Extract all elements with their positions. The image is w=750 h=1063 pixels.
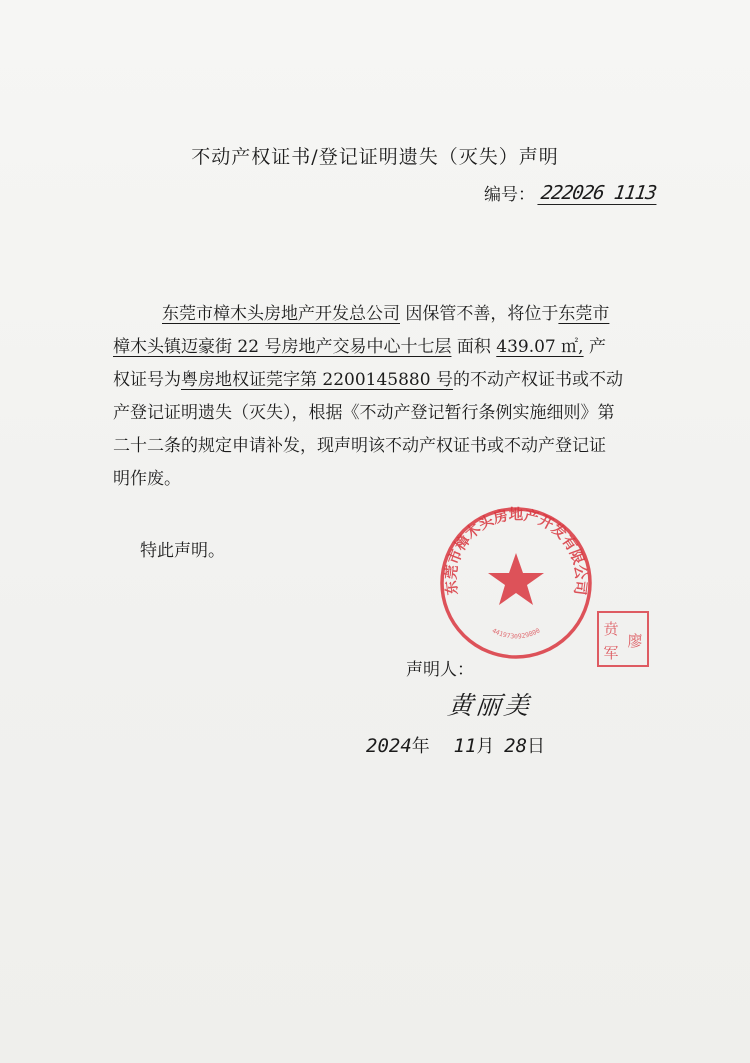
svg-text:4419730929800 [491, 627, 542, 641]
stamp-serial: 4419730929800 [490, 626, 542, 641]
paragraph-text: 产 [583, 337, 606, 357]
stamp-text: 东莞市樟木头房地产开发有限公司 [443, 507, 589, 596]
filled-field: 东莞市樟木头房地产开发总公司 [162, 304, 400, 324]
date-day-char: 日 [527, 736, 546, 757]
filled-field: 樟木头镇迈豪街 22 号房地产交易中心十七层 [113, 337, 452, 357]
paragraph-line [113, 430, 633, 463]
date-month: 11 [453, 735, 477, 757]
filled-field: 东莞市 [558, 304, 610, 324]
seal-char: 廖 [627, 632, 643, 650]
personal-seal [596, 610, 650, 668]
date-month-char: 月 [476, 736, 495, 757]
paragraph-line [113, 298, 633, 331]
paragraph-text: 因保管不善，将位于 [400, 304, 559, 324]
closing-statement: 特此声明。 [140, 541, 225, 561]
signature: 黄丽美 [446, 691, 534, 720]
paragraph-text: 权证号为 [113, 370, 181, 390]
seal-char: 军 [603, 644, 619, 662]
paragraph-text: 产登记证明遗失（灭失），根据《不动产登记暂行条例实施细则》第 [113, 403, 615, 423]
company-stamp [438, 505, 594, 661]
filled-field: 439.07 ㎡, [496, 337, 584, 357]
document-title: 不动产权证书/登记证明遗失（灭失）声明 [191, 146, 559, 168]
document-number-value: 222026 1113 [537, 182, 659, 205]
stamp-star-icon [488, 553, 544, 605]
paragraph-line [113, 331, 633, 364]
date-year: 2024 [366, 735, 412, 757]
paragraph-line [113, 397, 633, 430]
paragraph-line [113, 463, 633, 496]
paragraph-text: 面积 [451, 337, 497, 357]
document-number [484, 180, 658, 205]
date-day: 28 [504, 735, 528, 757]
date-year-char: 年 [411, 736, 430, 757]
paragraph-line [113, 364, 633, 397]
signing-date [366, 732, 545, 758]
filled-field: 粤房地权证莞字第 2200145880 号 [181, 370, 453, 390]
declaration-paragraph [113, 298, 633, 496]
seal-char: 贲 [603, 620, 619, 638]
paragraph-text: 明作废。 [113, 469, 181, 489]
document-number-label: 编号： [484, 185, 535, 205]
declarant-label: 声明人： [406, 660, 474, 680]
paragraph-text: 的不动产权证书或不动 [452, 370, 623, 390]
paragraph-text: 二十二条的规定申请补发，现声明该不动产权证书或不动产登记证 [113, 436, 606, 456]
